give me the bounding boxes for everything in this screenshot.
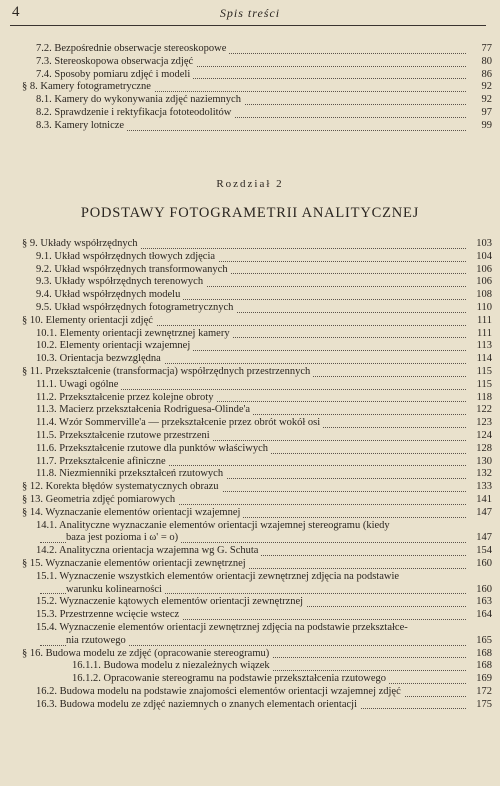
toc-entry-text: 11.3. Macierz przekształcenia Rodriguesa-Olinde'a: [36, 404, 253, 417]
toc-entry: [22, 404, 492, 417]
toc-page-number: 86: [468, 69, 492, 82]
toc-entry: [22, 532, 492, 545]
toc-entry: [22, 673, 492, 686]
toc-page-number: 113: [468, 340, 492, 353]
toc-entry: [22, 635, 492, 648]
toc-page-number: 92: [468, 94, 492, 107]
toc-entry-text: 10.1. Elementy orientacji zewnętrznej kamery: [36, 328, 233, 341]
toc-page-number: 172: [468, 686, 492, 699]
toc-page-number: 160: [468, 558, 492, 571]
toc-page-number: 122: [468, 404, 492, 417]
toc-entry: [22, 392, 492, 405]
toc-page-number: 108: [468, 289, 492, 302]
toc-page-number: 123: [468, 417, 492, 430]
toc-entry: [22, 456, 492, 469]
toc-entry-line: [22, 622, 492, 635]
toc-page-number: 165: [468, 635, 492, 648]
toc-page-number: 103: [468, 238, 492, 251]
toc-entry: [22, 558, 492, 571]
toc-entry: [22, 545, 492, 558]
toc-entry: [22, 264, 492, 277]
toc-page-number: 130: [468, 456, 492, 469]
toc-entry-text: 16.1.2. Opracowanie stereogramu na podstawie przekształcenia rzutowego: [72, 673, 389, 686]
toc-page-number: 169: [468, 673, 492, 686]
toc-entry-text: § 11. Przekształcenie (transformacja) współrzędnych przestrzennych: [22, 366, 313, 379]
toc-page-number: 168: [468, 648, 492, 661]
toc-entry-text: 11.2. Przekształcenie przez kolejne obroty: [36, 392, 216, 405]
toc-entry: [22, 468, 492, 481]
toc-entry-text: 11.8. Niezmienniki przekształceń rzutowych: [36, 468, 226, 481]
toc-entry-text: § 15. Wyznaczanie elementów orientacji zewnętrznej: [22, 558, 249, 571]
toc-entry-text: § 12. Korekta błędów systematycznych obrazu: [22, 481, 222, 494]
toc-page-number: 164: [468, 609, 492, 622]
toc-entry: [22, 366, 492, 379]
toc-entry: [22, 481, 492, 494]
toc-page-number: 160: [468, 584, 492, 597]
toc-entry: [22, 289, 492, 302]
toc-entry: [22, 609, 492, 622]
toc-page-number: 80: [468, 56, 492, 69]
toc-entry-text: 16.2. Budowa modelu na podstawie znajomości elementów orientacji wzajemnej zdjęć: [36, 686, 404, 699]
toc-entry-text: 7.4. Sposoby pomiaru zdjęć i modeli: [36, 69, 193, 82]
toc-entry: [22, 340, 492, 353]
chapter-label: Rozdział 2: [216, 178, 284, 190]
toc-entry: [22, 69, 492, 82]
toc-entry-text: 11.4. Wzór Sommerville'a — przekształcenie przez obrót wokół osi: [36, 417, 323, 430]
toc-page-number: 133: [468, 481, 492, 494]
toc-entry-line: [22, 520, 492, 533]
toc-entry: [22, 56, 492, 69]
toc-page-number: 99: [468, 120, 492, 133]
toc-page-number: 115: [468, 379, 492, 392]
toc-entry: [22, 660, 492, 673]
toc-entry-text: 8.1. Kamery do wykonywania zdjęć naziemnych: [36, 94, 244, 107]
toc-entry-text: 10.2. Elementy orientacji wzajemnej: [36, 340, 193, 353]
toc-page-number: 154: [468, 545, 492, 558]
toc-entry-continuation: nia rzutowego: [66, 635, 129, 648]
toc-page-number: 124: [468, 430, 492, 443]
toc-entry-text: § 16. Budowa modelu ze zdjęć (opracowanie stereogramu): [22, 648, 272, 661]
toc-entry: [22, 494, 492, 507]
toc-entry-text: 14.2. Analityczna orientacja wzajemna wg G. Schuta: [36, 545, 261, 558]
toc-entry-text: 8.3. Kamery lotnicze: [36, 120, 127, 133]
toc-entry: [22, 507, 492, 520]
toc-entry-text: 15.4. Wyznaczenie elementów orientacji zewnętrznej zdjęcia na podstawie przekształce-: [36, 621, 408, 633]
toc-entry-text: 11.6. Przekształcenie rzutowe dla punktów właściwych: [36, 443, 271, 456]
toc-page-number: 132: [468, 468, 492, 481]
toc-entry-text: 11.1. Uwagi ogólne: [36, 379, 121, 392]
toc-entry-text: 9.2. Układ współrzędnych transformowanych: [36, 264, 231, 277]
toc-entry-text: § 9. Układy współrzędnych: [22, 238, 140, 251]
toc-entry-text: 10.3. Orientacja bezwzględna: [36, 353, 164, 366]
toc-page-number: 92: [468, 81, 492, 94]
toc-page-number: 128: [468, 443, 492, 456]
toc-entry: [22, 120, 492, 133]
toc-page-number: 147: [468, 507, 492, 520]
toc-page-number: 111: [468, 328, 492, 341]
toc-entry: [22, 328, 492, 341]
toc-entry-text: 9.5. Układ współrzędnych fotogrametrycznych: [36, 302, 236, 315]
toc-page-number: 163: [468, 596, 492, 609]
toc-entry: [22, 596, 492, 609]
toc-page-number: 97: [468, 107, 492, 120]
toc-entry-text: 16.3. Budowa modelu ze zdjęć naziemnych o znanych elementach orientacji: [36, 699, 360, 712]
toc-entry-line: [22, 571, 492, 584]
chapter-title: PODSTAWY FOTOGRAMETRII ANALITYCZNEJ: [80, 205, 420, 221]
toc-entry: [22, 379, 492, 392]
toc-page-number: 115: [468, 366, 492, 379]
toc-page-number: 114: [468, 353, 492, 366]
page-number: 4: [12, 4, 20, 20]
toc-entry: [22, 107, 492, 120]
toc-entry-text: § 8. Kamery fotogrametryczne: [22, 81, 154, 94]
toc-entry: [22, 584, 492, 597]
toc-page-number: 175: [468, 699, 492, 712]
toc-entry-text: 14.1. Analityczne wyznaczanie elementów orientacji wzajemnej stereogramu (kiedy: [36, 519, 390, 531]
toc-page-number: 77: [468, 43, 492, 56]
toc-entry-continuation: warunku kolinearności: [66, 584, 165, 597]
toc-entry: [22, 302, 492, 315]
toc-entry: [22, 648, 492, 661]
toc-entry: [22, 443, 492, 456]
toc-entry-continuation: baza jest pozioma i ω' = o): [66, 532, 181, 545]
toc-entry-text: § 14. Wyznaczanie elementów orientacji wzajemnej: [22, 507, 243, 520]
toc-entry: [22, 81, 492, 94]
header-rule: [10, 25, 486, 26]
toc-entry-text: 9.1. Układ współrzędnych tłowych zdjęcia: [36, 251, 218, 264]
toc-entry-text: 9.3. Układy współrzędnych terenowych: [36, 276, 206, 289]
toc-entry: [22, 353, 492, 366]
toc-page-number: 118: [468, 392, 492, 405]
toc-page-number: 110: [468, 302, 492, 315]
toc-entry-text: 15.2. Wyznaczenie kątowych elementów orientacji zewnętrznej: [36, 596, 306, 609]
toc-page-number: 111: [468, 315, 492, 328]
toc-entry-text: § 10. Elementy orientacji zdjęć: [22, 315, 156, 328]
toc-main-section: [22, 238, 492, 711]
toc-entry: [22, 238, 492, 251]
toc-entry: [22, 276, 492, 289]
toc-page-number: 104: [468, 251, 492, 264]
toc-entry-text: 11.5. Przekształcenie rzutowe przestrzeni: [36, 430, 213, 443]
toc-top-section: [22, 43, 492, 133]
toc-entry: [22, 94, 492, 107]
toc-page-number: 106: [468, 276, 492, 289]
toc-page-number: 168: [468, 660, 492, 673]
toc-entry: [22, 417, 492, 430]
toc-entry-text: 8.2. Sprawdzenie i rektyfikacja fototeodolitów: [36, 107, 234, 120]
toc-page-number: 147: [468, 532, 492, 545]
toc-entry: [22, 43, 492, 56]
toc-page-number: 141: [468, 494, 492, 507]
toc-page-number: 106: [468, 264, 492, 277]
toc-entry: [22, 686, 492, 699]
page-header: [12, 4, 488, 24]
toc-entry-text: 11.7. Przekształcenie afiniczne: [36, 456, 169, 469]
toc-entry-text: § 13. Geometria zdjęć pomiarowych: [22, 494, 178, 507]
toc-entry-text: 15.3. Przestrzenne wcięcie wstecz: [36, 609, 182, 622]
toc-entry: [22, 315, 492, 328]
running-title: Spis treści: [219, 6, 281, 20]
toc-entry-text: 9.4. Układ współrzędnych modelu: [36, 289, 183, 302]
toc-entry-text: 15.1. Wyznaczenie wszystkich elementów orientacji zewnętrznej zdjęcia na podstawie: [36, 570, 400, 582]
toc-entry-text: 16.1.1. Budowa modelu z niezależnych wiązek: [72, 660, 273, 673]
toc-entry-text: 7.3. Stereoskopowa obserwacja zdjęć: [36, 56, 196, 69]
toc-entry: [22, 430, 492, 443]
toc-entry: [22, 699, 492, 712]
toc-entry-text: 7.2. Bezpośrednie obserwacje stereoskopowe: [36, 43, 229, 56]
toc-entry: [22, 251, 492, 264]
